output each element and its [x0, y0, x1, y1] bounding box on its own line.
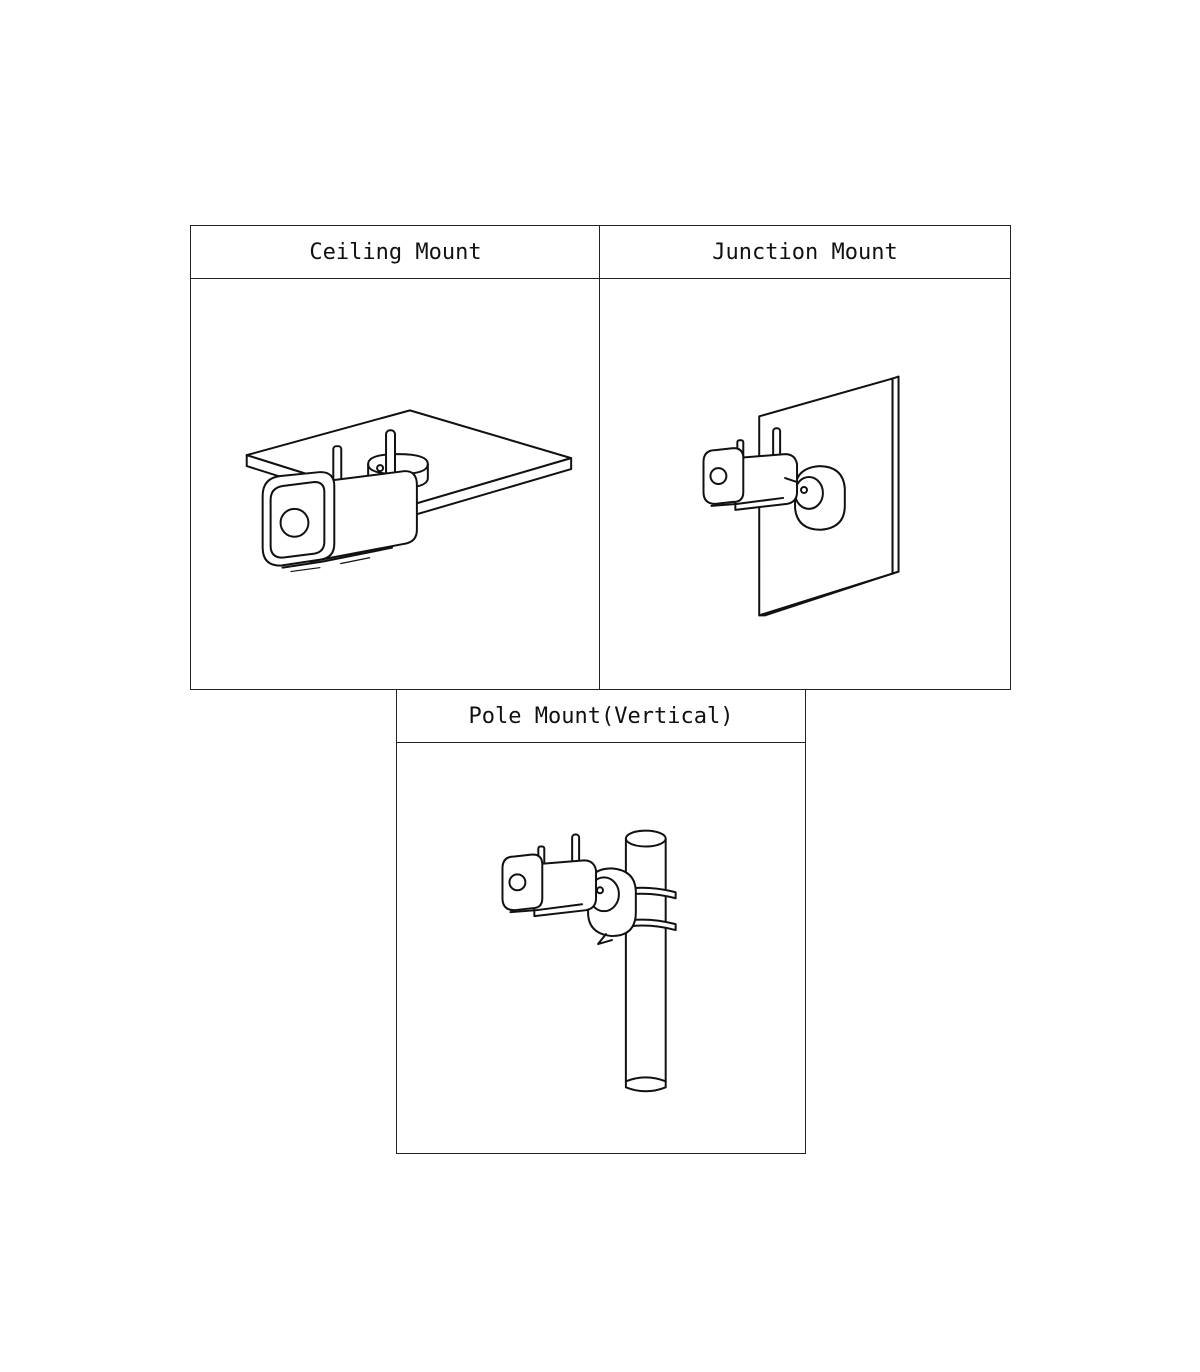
pole-mount-title: Pole Mount(Vertical): [397, 690, 805, 743]
junction-mount-illustration: [600, 279, 1010, 689]
pole: [626, 831, 666, 1092]
junction-mount-drawing: [600, 279, 1010, 689]
camera-body: [703, 448, 797, 510]
pole-mount-panel: [396, 689, 806, 1154]
camera-body: [502, 854, 596, 916]
junction-mount-panel: [599, 225, 1011, 690]
camera-body: [263, 471, 417, 572]
ceiling-mount-illustration: [191, 279, 600, 689]
junction-box: [795, 466, 845, 530]
ceiling-mount-panel: [190, 225, 601, 690]
pole-mount-illustration: [397, 743, 805, 1153]
ceiling-mount-title: Ceiling Mount: [191, 226, 600, 279]
ceiling-mount-drawing: [191, 279, 600, 689]
pole-mount-drawing: [397, 743, 805, 1153]
junction-mount-title: Junction Mount: [600, 226, 1010, 279]
